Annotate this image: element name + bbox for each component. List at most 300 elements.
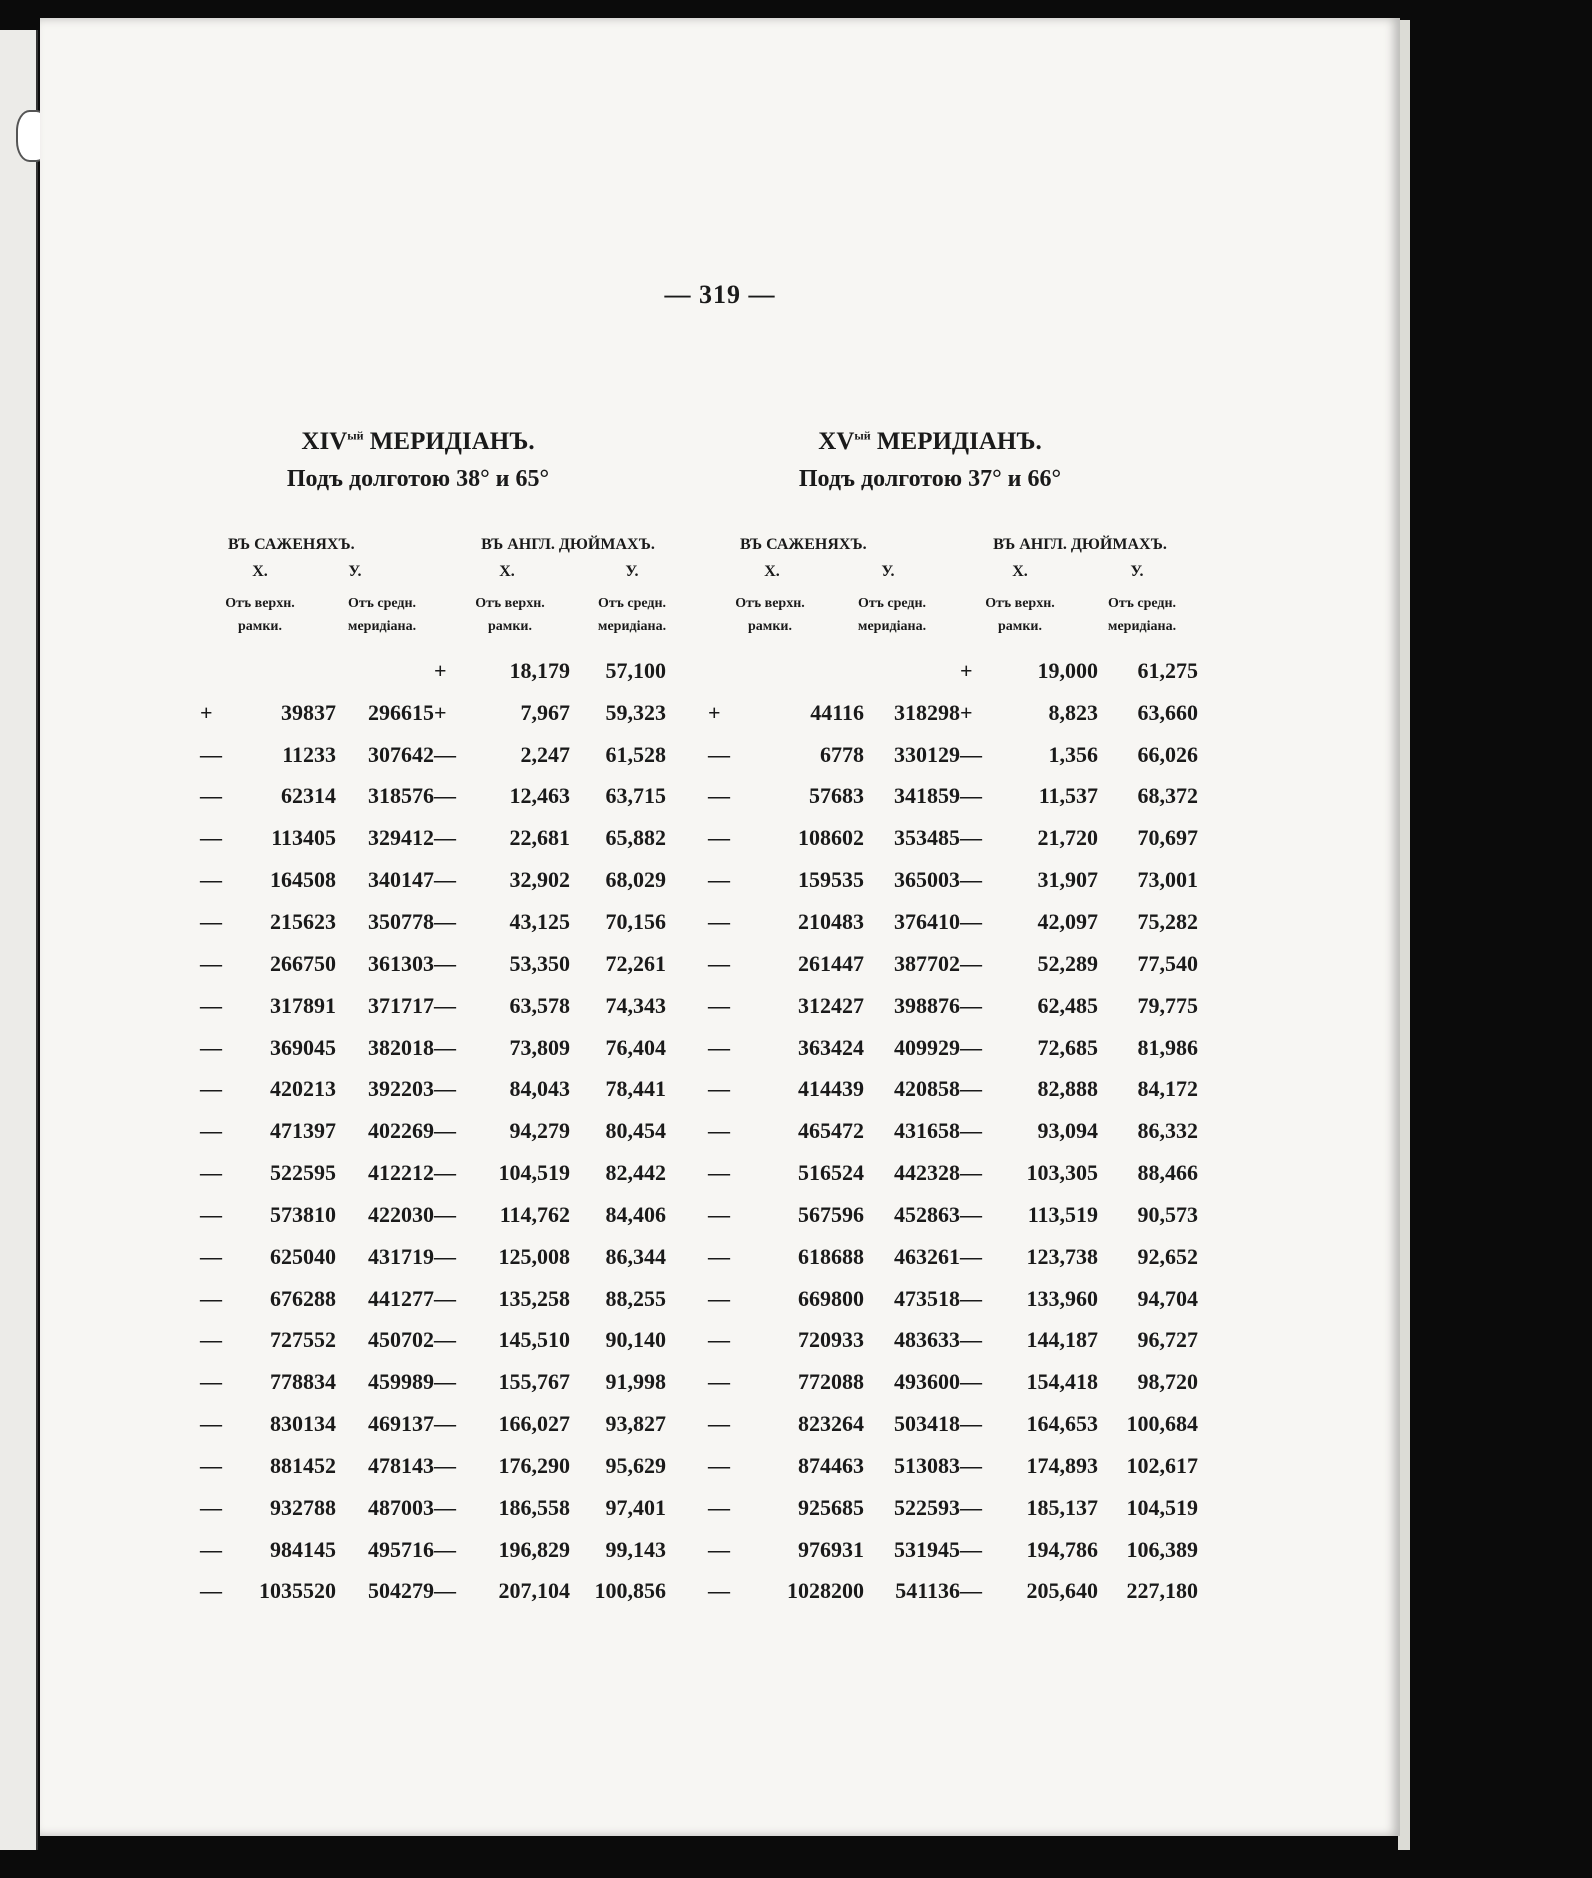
table-row [200, 1236, 666, 1278]
x-inches-cell: 154,418 [1026, 1369, 1098, 1395]
sign-cell: — [960, 1076, 982, 1102]
y-sazhen-cell: 329412 [368, 825, 434, 851]
y-inches-cell: 95,629 [605, 1452, 666, 1478]
table-row [708, 1194, 1198, 1236]
sign-cell: — [960, 1118, 982, 1144]
x-inches-cell: 12,463 [509, 783, 570, 809]
sign-cell: — [708, 1536, 730, 1562]
x-inches-cell: 205,640 [1026, 1578, 1098, 1604]
y-inches-cell: 98,720 [1137, 1369, 1198, 1395]
table-row [200, 1445, 666, 1487]
sign-cell: — [708, 1118, 730, 1144]
table-row [708, 859, 1198, 901]
sign-cell: — [960, 1411, 982, 1437]
x-sazhen-cell: 984145 [270, 1536, 336, 1562]
x-inches-cell: 174,893 [1026, 1452, 1098, 1478]
x-sazhen-cell: 312427 [798, 992, 864, 1018]
table-row [708, 1110, 1198, 1152]
y-inches-cell: 94,704 [1137, 1285, 1198, 1311]
sign-cell: — [200, 1578, 222, 1604]
y-inches-cell: 86,332 [1137, 1118, 1198, 1144]
sign-cell: — [960, 1327, 982, 1353]
x-inches-cell: 196,829 [498, 1536, 570, 1562]
y-inches-cell: 99,143 [605, 1536, 666, 1562]
x-sazhen-cell: 772088 [798, 1369, 864, 1395]
y-sazhen-cell: 442328 [894, 1160, 960, 1186]
meridian-title-suffix: ый [854, 428, 871, 443]
y-sazhen-cell: 318576 [368, 783, 434, 809]
x-inches-cell: 84,043 [509, 1076, 570, 1102]
x-inches-cell: 21,720 [1037, 825, 1098, 851]
sign-cell: — [200, 1160, 222, 1186]
x-header: X. [499, 563, 515, 580]
y-inches-cell: 88,255 [605, 1285, 666, 1311]
table-row [200, 1278, 666, 1320]
meridian-15-block [670, 428, 1190, 493]
x-sazhen-cell: 39837 [281, 699, 336, 725]
sign-cell: — [200, 867, 222, 893]
sign-cell: — [708, 783, 730, 809]
y-sazhen-cell: 473518 [894, 1285, 960, 1311]
table-row [200, 734, 666, 776]
label-line: меридіана. [857, 619, 927, 634]
meridian-title-number: XV [818, 428, 855, 455]
table-row [200, 985, 666, 1027]
sign-cell: — [200, 825, 222, 851]
sign-cell: — [434, 1160, 456, 1186]
x-sazhen-cell [746, 650, 864, 692]
table-row [708, 1152, 1198, 1194]
sign-cell: — [434, 1076, 456, 1102]
sign-cell: — [200, 1034, 222, 1060]
sign-cell: — [708, 1578, 730, 1604]
y-sazhen-cell: 541136 [895, 1578, 960, 1604]
label-line: рамки. [998, 619, 1042, 634]
x-inches-cell: 72,685 [1037, 1034, 1098, 1060]
table-row [200, 1571, 666, 1613]
x-inches-cell: 42,097 [1037, 908, 1098, 934]
x-inches-cell: 1,356 [1048, 741, 1098, 767]
sign-cell: — [200, 1369, 222, 1395]
x-inches-cell: 114,762 [499, 1201, 570, 1227]
y-sazhen-cell: 340147 [368, 867, 434, 893]
sign-cell: — [708, 1285, 730, 1311]
x-sazhen-cell: 618688 [798, 1243, 864, 1269]
table-row [708, 1403, 1198, 1445]
sign-cell: — [708, 1243, 730, 1269]
x-inches-cell: 176,290 [498, 1452, 570, 1478]
y-sazhen-cell: 487003 [368, 1494, 434, 1520]
x-sazhen-cell: 516524 [798, 1160, 864, 1186]
y-sazhen-cell: 431658 [894, 1118, 960, 1144]
y-inches-cell: 61,528 [605, 741, 666, 767]
meridian-title-number: XIV [301, 428, 348, 455]
table-row [200, 692, 666, 734]
x-inches-cell: 166,027 [498, 1411, 570, 1437]
sign-cell: — [960, 1034, 982, 1060]
x-sazhen-cell: 164508 [270, 867, 336, 893]
from-top-frame-label [710, 592, 830, 638]
x-inches-cell: 113,519 [1027, 1201, 1098, 1227]
y-sazhen-cell: 450702 [368, 1327, 434, 1353]
sazhen-header: ВЪ САЖЕНЯХЪ. [740, 536, 867, 553]
x-inches-cell: 53,350 [509, 950, 570, 976]
table-row [200, 901, 666, 943]
y-sazhen-cell: 402269 [368, 1118, 434, 1144]
sign-cell: — [960, 908, 982, 934]
y-inches-cell: 77,540 [1137, 950, 1198, 976]
y-inches-cell: 63,715 [605, 783, 666, 809]
x-sazhen-cell: 676288 [270, 1285, 336, 1311]
sign-cell: — [200, 1076, 222, 1102]
x-inches-cell: 135,258 [498, 1285, 570, 1311]
sign-cell: — [960, 1578, 982, 1604]
label-line: Отъ верхн. [735, 596, 805, 611]
sign-cell: — [200, 1285, 222, 1311]
table-row [708, 1236, 1198, 1278]
table-row [200, 1320, 666, 1362]
sign-cell: — [434, 1327, 456, 1353]
table-row [200, 1110, 666, 1152]
x-inches-cell: 63,578 [509, 992, 570, 1018]
meridian-subtitle: Подъ долготою 37° и 66° [798, 466, 1062, 492]
y-inches-cell: 97,401 [605, 1494, 666, 1520]
x-inches-cell: 73,809 [509, 1034, 570, 1060]
y-header: У. [625, 563, 639, 580]
y-inches-cell: 63,660 [1137, 699, 1198, 725]
y-sazhen-cell: 392203 [368, 1076, 434, 1102]
x-sazhen-cell: 62314 [281, 783, 336, 809]
y-inches-cell: 72,261 [605, 950, 666, 976]
x-inches-cell: 19,000 [1037, 657, 1098, 683]
sign-cell: — [434, 1201, 456, 1227]
from-top-frame-label [960, 592, 1080, 638]
x-sazhen-cell: 57683 [809, 783, 864, 809]
y-sazhen-cell: 531945 [894, 1536, 960, 1562]
sign-cell: + [708, 699, 721, 725]
y-inches-cell: 65,882 [605, 825, 666, 851]
y-inches-cell: 88,466 [1137, 1160, 1198, 1186]
x-sazhen-cell: 471397 [270, 1118, 336, 1144]
x-inches-cell: 93,094 [1037, 1118, 1098, 1144]
x-inches-cell: 185,137 [1026, 1494, 1098, 1520]
x-inches-cell: 155,767 [498, 1369, 570, 1395]
sign-cell: — [200, 908, 222, 934]
inches-header: ВЪ АНГЛ. ДЮЙМАХЪ. [993, 536, 1167, 553]
sign-cell: — [708, 1201, 730, 1227]
sign-cell: — [960, 1536, 982, 1562]
x-inches-cell: 8,823 [1048, 699, 1098, 725]
y-sazhen-cell: 361303 [368, 950, 434, 976]
y-sazhen-cell: 330129 [894, 741, 960, 767]
y-inches-cell: 86,344 [605, 1243, 666, 1269]
x-sazhen-cell: 266750 [270, 950, 336, 976]
table-row [708, 1068, 1198, 1110]
x-inches-cell: 2,247 [520, 741, 570, 767]
label-line: меридіана. [347, 619, 417, 634]
x-sazhen-cell: 778834 [270, 1369, 336, 1395]
sign-cell: — [960, 1160, 982, 1186]
sign-cell: — [434, 1578, 456, 1604]
x-inches-cell: 18,179 [509, 657, 570, 683]
table-row [708, 1027, 1198, 1069]
y-sazhen-cell: 341859 [894, 783, 960, 809]
y-sazhen-cell: 452863 [894, 1201, 960, 1227]
x-inches-cell: 125,008 [498, 1243, 570, 1269]
y-sazhen-cell: 441277 [368, 1285, 434, 1311]
y-header: У. [881, 563, 895, 580]
x-sazhen-cell: 823264 [798, 1411, 864, 1437]
table-row [200, 1027, 666, 1069]
x-inches-cell: 123,738 [1026, 1243, 1098, 1269]
meridian-title [158, 428, 678, 456]
y-inches-cell: 96,727 [1137, 1327, 1198, 1353]
x-sazhen-cell: 932788 [270, 1494, 336, 1520]
table-row [708, 650, 1198, 692]
table-row [200, 650, 666, 692]
sign-cell: — [434, 908, 456, 934]
y-inches-cell: 90,573 [1137, 1201, 1198, 1227]
y-inches-cell: 59,323 [605, 699, 666, 725]
sign-cell: — [200, 1411, 222, 1437]
y-sazhen-cell: 493600 [894, 1369, 960, 1395]
y-inches-cell: 74,343 [605, 992, 666, 1018]
y-sazhen-cell: 307642 [368, 741, 434, 767]
y-sazhen-cell: 504279 [368, 1578, 434, 1604]
sign-cell: — [708, 908, 730, 934]
table-row [708, 943, 1198, 985]
label-line: меридіана. [1107, 619, 1177, 634]
x-sazhen-cell [238, 650, 336, 692]
x-inches-cell: 52,289 [1037, 950, 1098, 976]
y-inches-cell: 106,389 [1126, 1536, 1198, 1562]
y-sazhen-cell: 420858 [894, 1076, 960, 1102]
x-sazhen-cell: 573810 [270, 1201, 336, 1227]
table-row [708, 1320, 1198, 1362]
y-inches-cell: 93,827 [605, 1411, 666, 1437]
y-sazhen-cell: 353485 [894, 825, 960, 851]
sign-cell: — [200, 1201, 222, 1227]
y-sazhen-cell: 483633 [894, 1327, 960, 1353]
y-inches-cell: 80,454 [605, 1118, 666, 1144]
label-line: Отъ средн. [597, 596, 667, 611]
label-line: рамки. [748, 619, 792, 634]
sign-cell: — [960, 867, 982, 893]
sign-cell: — [708, 992, 730, 1018]
sign-cell: — [200, 1536, 222, 1562]
y-sazhen-cell [336, 650, 434, 692]
sign-cell: — [960, 1452, 982, 1478]
y-sazhen-cell: 513083 [894, 1452, 960, 1478]
meridian-15-table [708, 650, 1198, 1612]
x-sazhen-cell: 881452 [270, 1452, 336, 1478]
table-row [708, 1529, 1198, 1571]
sign-cell: — [960, 1285, 982, 1311]
y-inches-cell: 73,001 [1137, 867, 1198, 893]
sign-cell: + [960, 657, 973, 683]
x-header: X. [1012, 563, 1028, 580]
x-sazhen-cell: 669800 [798, 1285, 864, 1311]
meridian-title-word: МЕРИДІАНЪ. [870, 428, 1042, 455]
y-sazhen-cell: 495716 [368, 1536, 434, 1562]
x-sazhen-cell: 215623 [270, 908, 336, 934]
x-inches-cell: 133,960 [1026, 1285, 1098, 1311]
sign-cell: — [960, 1201, 982, 1227]
y-sazhen-cell: 318298 [894, 699, 960, 725]
sign-cell: — [434, 867, 456, 893]
sign-cell: — [434, 1243, 456, 1269]
inches-header: ВЪ АНГЛ. ДЮЙМАХЪ. [481, 536, 655, 553]
x-inches-cell: 31,907 [1037, 867, 1098, 893]
sign-cell: — [200, 783, 222, 809]
sign-cell: + [434, 657, 447, 683]
y-sazhen-cell: 398876 [894, 992, 960, 1018]
table-row [200, 1068, 666, 1110]
y-inches-cell: 100,684 [1126, 1411, 1198, 1437]
x-inches-cell: 22,681 [509, 825, 570, 851]
y-sazhen-cell: 431719 [368, 1243, 434, 1269]
sign-cell: — [708, 867, 730, 893]
table-row [708, 1571, 1198, 1613]
sign-cell: — [960, 1494, 982, 1520]
sign-cell: — [200, 1452, 222, 1478]
from-top-frame-label [200, 592, 320, 638]
table-row [708, 901, 1198, 943]
x-inches-cell: 186,558 [498, 1494, 570, 1520]
x-sazhen-cell: 210483 [798, 908, 864, 934]
sign-cell: — [434, 825, 456, 851]
sign-cell: — [434, 1411, 456, 1437]
sign-cell: — [960, 783, 982, 809]
table-row [708, 1361, 1198, 1403]
y-inches-cell: 66,026 [1137, 741, 1198, 767]
sign-cell: — [200, 992, 222, 1018]
from-mid-meridian-label [1082, 592, 1202, 638]
table-row [708, 1445, 1198, 1487]
y-inches-cell: 82,442 [605, 1160, 666, 1186]
sign-cell: — [708, 741, 730, 767]
x-sazhen-cell: 727552 [270, 1327, 336, 1353]
sign-cell: + [434, 699, 447, 725]
x-inches-cell: 7,967 [520, 699, 570, 725]
y-inches-cell: 91,998 [605, 1369, 666, 1395]
y-sazhen-cell: 350778 [368, 908, 434, 934]
sign-cell: — [434, 1118, 456, 1144]
x-sazhen-cell: 108602 [798, 825, 864, 851]
label-line: Отъ средн. [347, 596, 417, 611]
x-sazhen-cell: 113405 [271, 825, 336, 851]
y-sazhen-cell: 463261 [894, 1243, 960, 1269]
x-sazhen-cell: 261447 [798, 950, 864, 976]
sign-cell: — [708, 1452, 730, 1478]
y-inches-cell: 68,372 [1137, 783, 1198, 809]
sign-cell: — [960, 825, 982, 851]
y-inches-cell: 78,441 [605, 1076, 666, 1102]
sign-cell: — [708, 1494, 730, 1520]
meridian-title [670, 428, 1190, 456]
label-line: Отъ верхн. [985, 596, 1055, 611]
table-row [200, 817, 666, 859]
sign-cell: — [708, 1034, 730, 1060]
table-row [200, 1152, 666, 1194]
y-sazhen-cell: 412212 [368, 1160, 434, 1186]
y-sazhen-cell: 387702 [894, 950, 960, 976]
x-sazhen-cell: 369045 [270, 1034, 336, 1060]
y-inches-cell: 76,404 [605, 1034, 666, 1060]
x-sazhen-cell: 6778 [820, 741, 864, 767]
x-sazhen-cell: 976931 [798, 1536, 864, 1562]
x-sazhen-cell: 414439 [798, 1076, 864, 1102]
sign-cell: — [708, 1076, 730, 1102]
sign-cell: — [200, 1494, 222, 1520]
x-sazhen-cell: 1035520 [259, 1578, 336, 1604]
x-sazhen-cell: 317891 [270, 992, 336, 1018]
x-inches-cell: 145,510 [498, 1327, 570, 1353]
y-inches-cell: 104,519 [1126, 1494, 1198, 1520]
y-sazhen-cell: 478143 [368, 1452, 434, 1478]
y-inches-cell: 70,697 [1137, 825, 1198, 851]
sazhen-header: ВЪ САЖЕНЯХЪ. [228, 536, 355, 553]
sign-cell: — [708, 825, 730, 851]
sign-cell: — [708, 950, 730, 976]
table-row [708, 1487, 1198, 1529]
sign-cell: — [708, 1369, 730, 1395]
y-inches-cell: 102,617 [1126, 1452, 1198, 1478]
y-inches-cell: 75,282 [1137, 908, 1198, 934]
sign-cell: — [708, 1160, 730, 1186]
label-line: меридіана. [597, 619, 667, 634]
y-sazhen-cell: 371717 [368, 992, 434, 1018]
y-sazhen-cell: 503418 [894, 1411, 960, 1437]
previous-page-edge [0, 30, 38, 1850]
x-inches-cell: 43,125 [509, 908, 570, 934]
x-header: X. [764, 563, 780, 580]
table-row [200, 776, 666, 818]
from-mid-meridian-label [832, 592, 952, 638]
sign-cell: — [960, 1243, 982, 1269]
label-line: Отъ средн. [1107, 596, 1177, 611]
sign-cell: — [434, 1285, 456, 1311]
sign-cell: — [434, 950, 456, 976]
meridian-title-word: МЕРИДІАНЪ. [363, 428, 535, 455]
x-sazhen-cell: 874463 [798, 1452, 864, 1478]
sign-cell: — [708, 1411, 730, 1437]
table-row [200, 1487, 666, 1529]
y-inches-cell: 92,652 [1137, 1243, 1198, 1269]
sign-cell: — [434, 1452, 456, 1478]
sign-cell: — [200, 741, 222, 767]
y-sazhen-cell: 522593 [894, 1494, 960, 1520]
table-row [708, 734, 1198, 776]
sign-cell: — [434, 992, 456, 1018]
label-line: Отъ верхн. [225, 596, 295, 611]
sign-cell: — [434, 783, 456, 809]
y-inches-cell: 61,275 [1137, 657, 1198, 683]
table-row [708, 1278, 1198, 1320]
y-sazhen-cell: 422030 [368, 1201, 434, 1227]
sign-cell [708, 650, 746, 692]
table-row [708, 817, 1198, 859]
sign-cell: — [960, 992, 982, 1018]
x-header: X. [252, 563, 268, 580]
y-header: У. [348, 563, 362, 580]
table-row [200, 943, 666, 985]
x-inches-cell: 11,537 [1038, 783, 1098, 809]
sign-cell: — [434, 1369, 456, 1395]
meridian-14-table [200, 650, 666, 1612]
table-row [200, 1361, 666, 1403]
y-inches-cell: 79,775 [1137, 992, 1198, 1018]
